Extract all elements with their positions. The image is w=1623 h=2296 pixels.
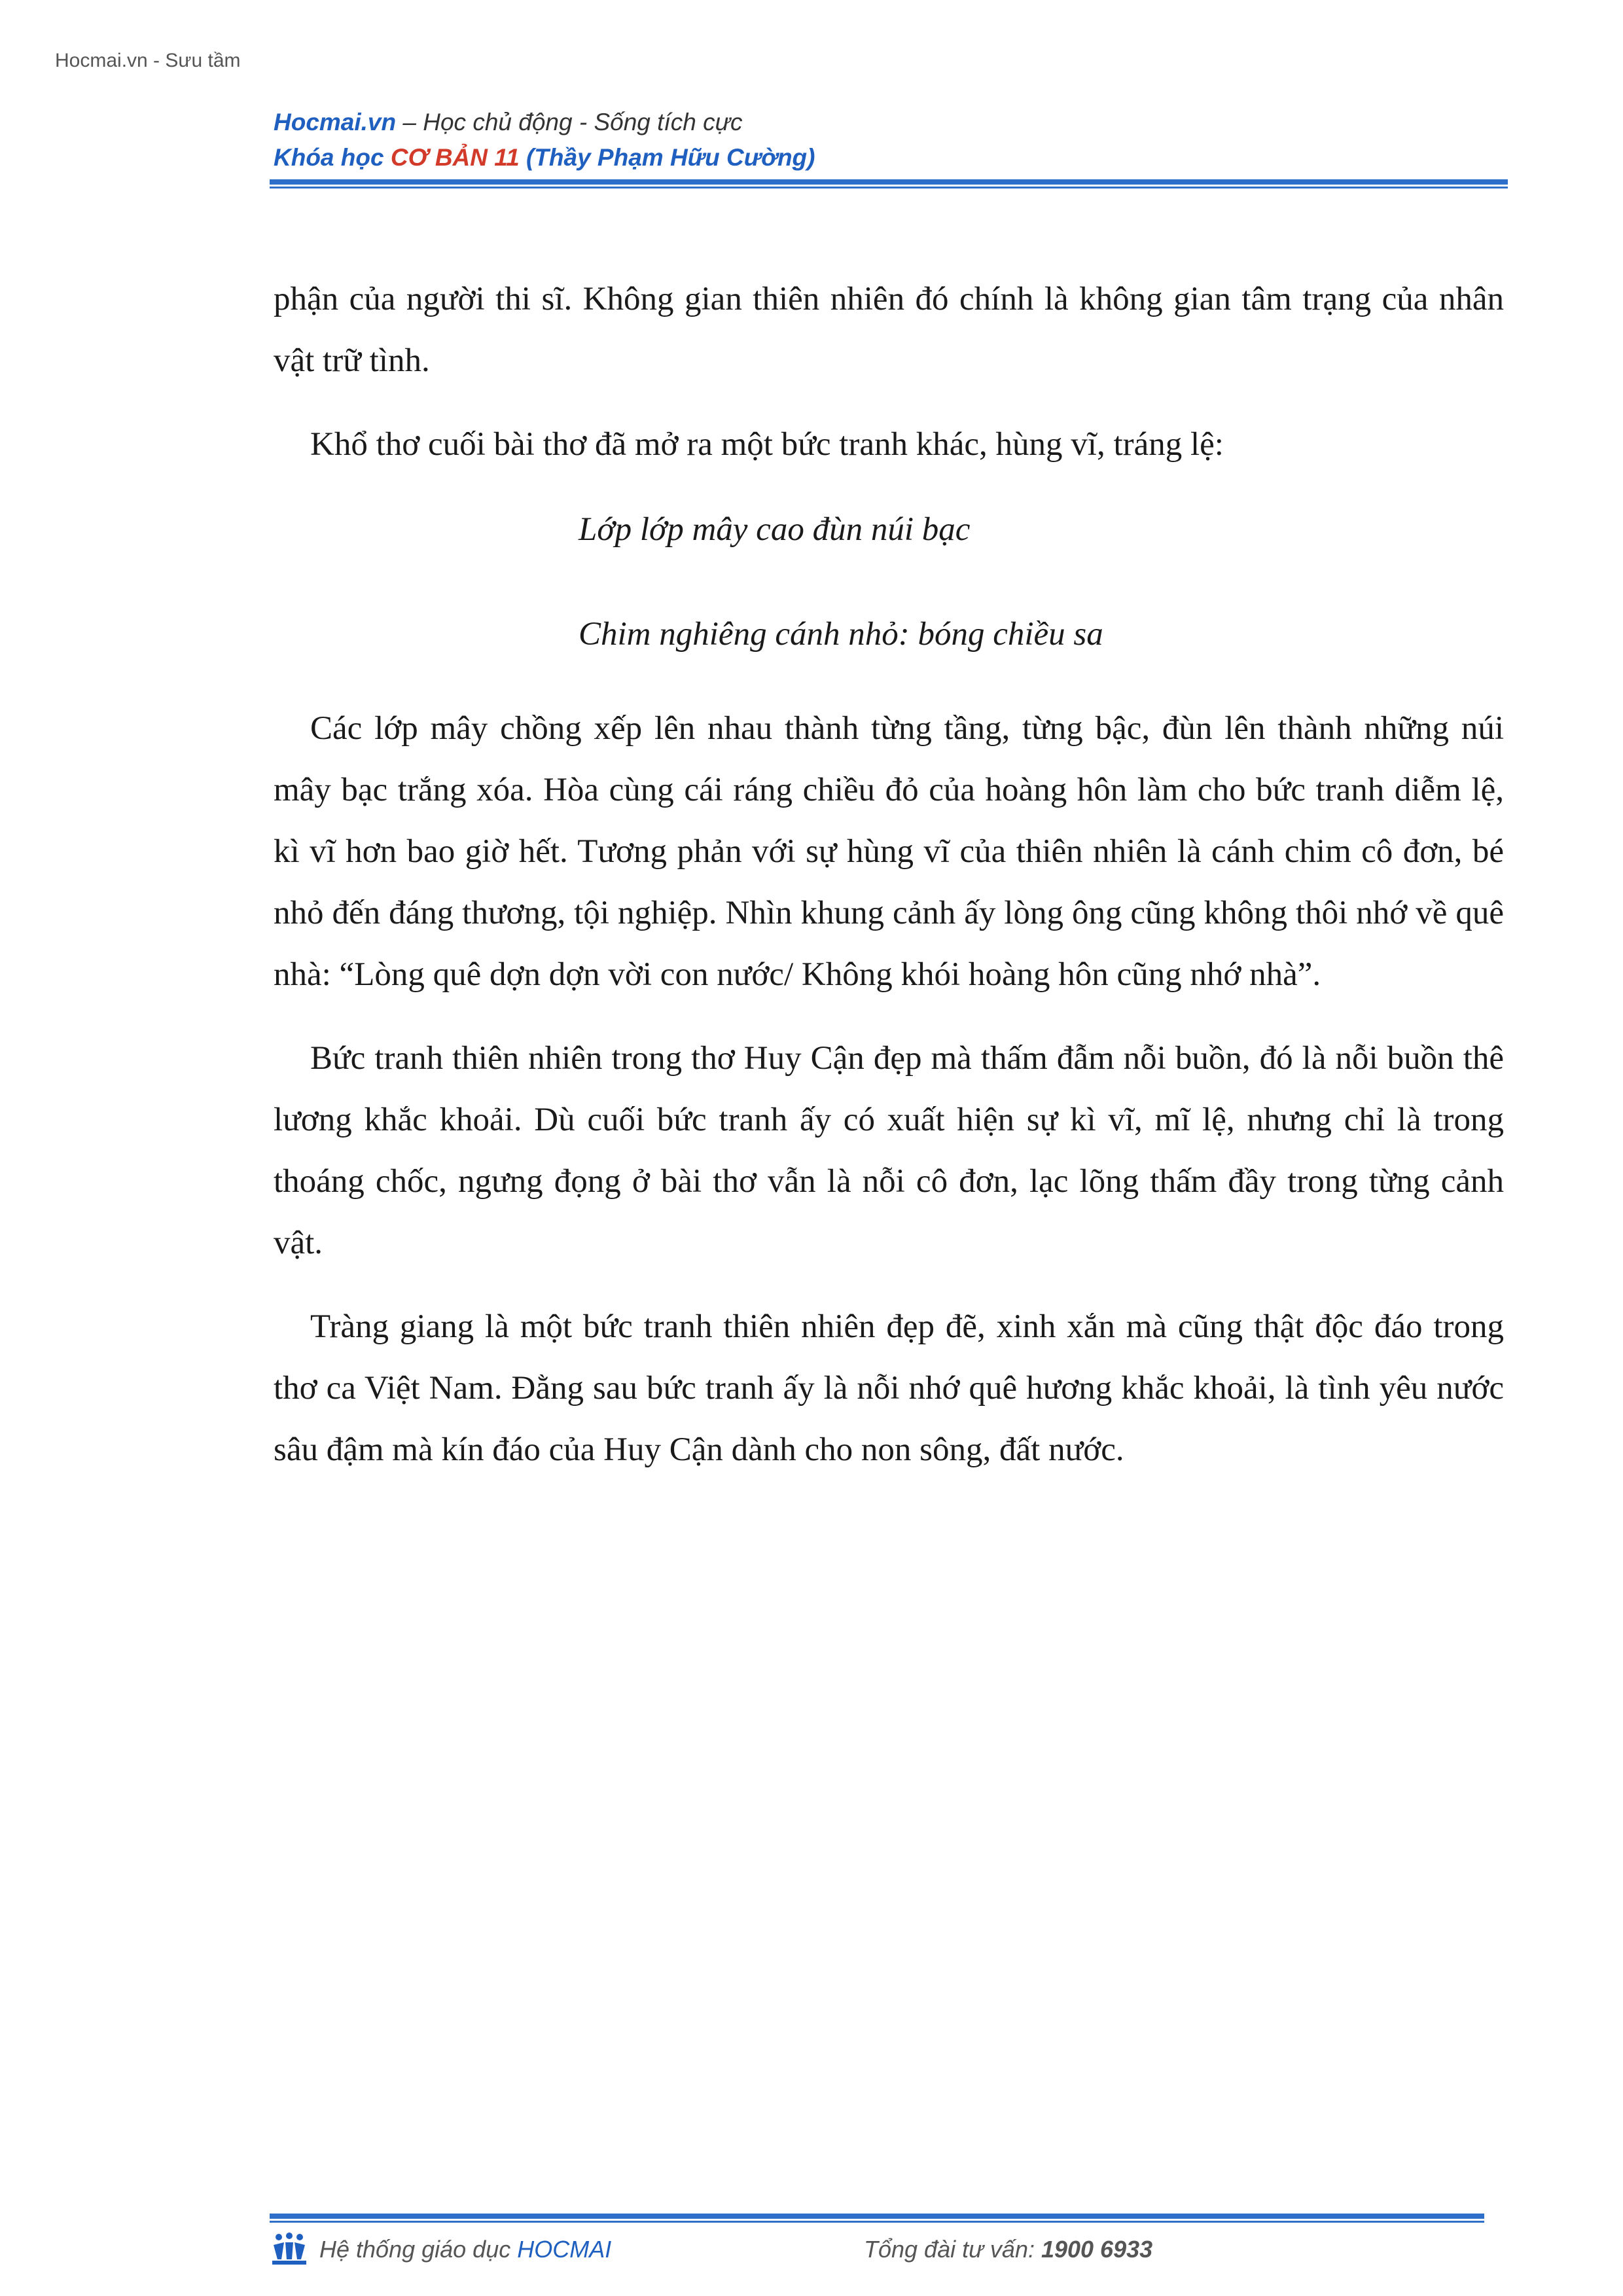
document-header xyxy=(274,105,1497,175)
document-footer xyxy=(270,2231,1487,2270)
hocmai-logo-icon xyxy=(270,2231,309,2267)
footer-system-prefix: Hệ thống giáo dục xyxy=(319,2236,518,2263)
source-watermark: Hocmai.vn - Sưu tầm xyxy=(55,50,241,71)
course-teacher: (Thầy Phạm Hữu Cường) xyxy=(519,144,815,171)
paragraph: Khổ thơ cuối bài thơ đã mở ra một bức tranh khác, hùng vĩ, tráng lệ: xyxy=(310,426,1224,463)
footer-hotline-number: 1900 6933 xyxy=(1041,2236,1153,2263)
header-brand: Hocmai.vn xyxy=(274,109,397,135)
header-tagline: – Học chủ động - Sống tích cực xyxy=(396,109,743,135)
paragraph: Tràng giang là một bức tranh thiên nhiên đẹp đẽ, xinh xắn mà cũng thật độc đáo trong thơ ca Việt Nam. Đằng sau bức tranh ấy là nỗi nhớ quê hương khắc khoải, là tình yêu nước sâu đậm mà kín đáo của Huy Cận dành cho non sông, đất nước. xyxy=(274,1308,1504,1468)
header-course-line xyxy=(274,140,1497,175)
paragraph: Các lớp mây chồng xếp lên nhau thành từng tầng, từng bậc, đùn lên thành những núi mây bạc trắng xóa. Hòa cùng cái ráng chiều đỏ của hoàng hôn làm cho bức tranh diễm lệ, kì vĩ hơn bao giờ hết. Tương phản với sự hùng vĩ của thiên nhiên là cánh chim cô đơn, bé nhỏ đến đáng thương, tội nghiệp. Nhìn khung cảnh ấy lòng ông cũng không thôi nhớ về quê nhà: “Lòng quê dợn dợn vời con nước/ Không khói hoàng hôn cũng nhớ nhà”. xyxy=(274,710,1504,993)
course-name: CƠ BẢN 11 xyxy=(390,144,520,171)
paragraph: phận của người thi sĩ. Không gian thiên nhiên đó chính là không gian tâm trạng của nhân vật trữ tình. xyxy=(274,281,1504,379)
footer-brand: HOCMAI xyxy=(517,2236,612,2263)
document-body xyxy=(274,268,1504,1503)
paragraph: Bức tranh thiên nhiên trong thơ Huy Cận đẹp mà thấm đẫm nỗi buồn, đó là nỗi buồn thê lương khắc khoải. Dù cuối bức tranh ấy có xuất hiện sự kì vĩ, mĩ lệ, nhưng chỉ là trong thoáng chốc, ngưng đọng ở bài thơ vẫn là nỗi cô đơn, lạc lõng thấm đầy trong từng cảnh vật. xyxy=(274,1040,1504,1261)
course-prefix: Khóa học xyxy=(274,144,391,171)
footer-hotline-label xyxy=(864,2236,1152,2263)
verse-line: Lớp lớp mây cao đùn núi bạc xyxy=(579,511,971,548)
footer-hotline-prefix: Tổng đài tư vấn: xyxy=(864,2236,1041,2263)
verse-line: Chim nghiêng cánh nhỏ: bóng chiều sa xyxy=(579,616,1103,653)
footer-divider xyxy=(270,2214,1484,2223)
header-divider xyxy=(270,179,1508,188)
verse-block xyxy=(274,488,1504,675)
footer-system-label xyxy=(319,2236,611,2263)
header-brand-line xyxy=(274,105,1497,140)
